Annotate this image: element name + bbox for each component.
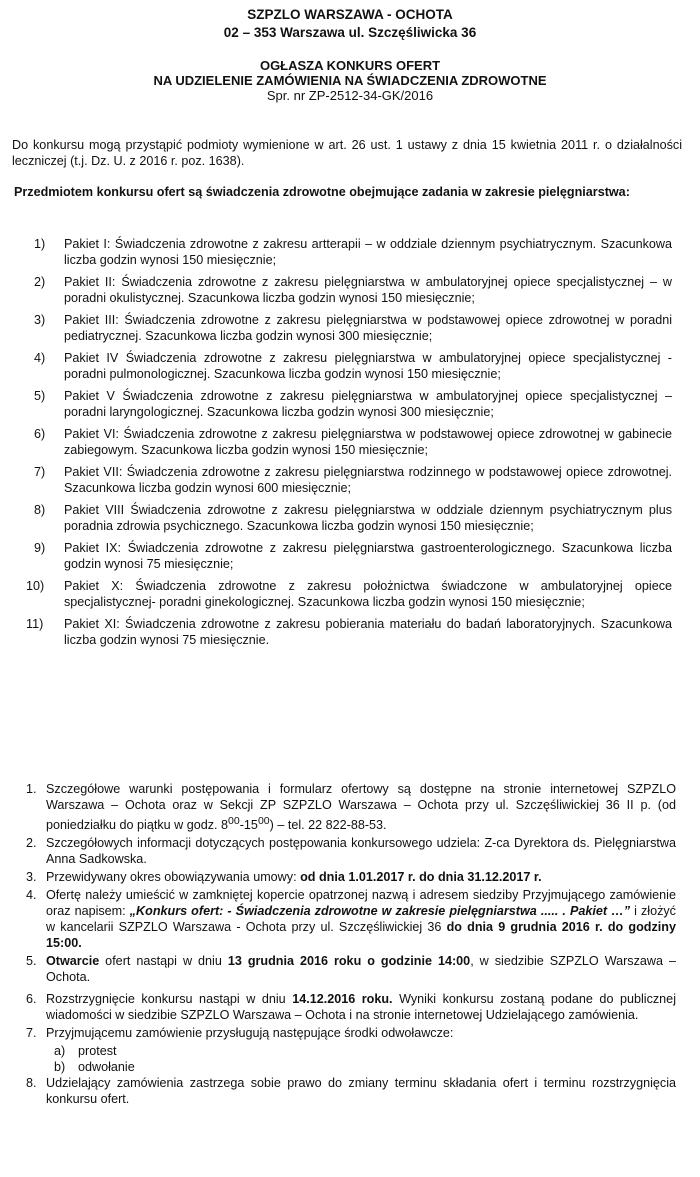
item-number: 9): [34, 541, 46, 555]
item-text: Pakiet VIII Świadczenia zdrowotne z zakresu pielęgniarstwa w oddziale dziennym psychiatrycznym plus poradnia zdrowia psychicznego. Szacunkowa liczba godzin wynosi 150 miesięcznie;: [64, 503, 672, 533]
condition-item: [26, 953, 676, 985]
organization-header: [0, 6, 700, 42]
list-item: [20, 502, 672, 534]
item-text: Pakiet IV Świadczenia zdrowotne z zakresu pielęgniarstwa w ambulatoryjnej opiece specjalistycznej - poradni pulmonologicznej. Szacunkowa liczba godzin wynosi 150 miesięcznie;: [64, 351, 672, 381]
item-number: 2.: [26, 836, 37, 851]
superscript: 00: [257, 815, 270, 827]
announcement-header: [0, 58, 700, 103]
item-number: 1): [34, 237, 46, 251]
item-text: Udzielający zamówienia zastrzega sobie prawo do zmiany terminu składania ofert i terminu rozstrzygnięcia konkursu ofert.: [46, 1076, 676, 1107]
item-text: Szczegółowych informacji dotyczących postępowania konkursowego udziela: Z-ca Dyrektora ds. Pielęgniarstwa Anna Sadkowska.: [46, 836, 676, 867]
condition-item: [26, 991, 676, 1023]
opening-date: 13 grudnia 2016 roku o godzinie 14:00: [227, 954, 471, 969]
list-item: [20, 350, 672, 382]
conditions-list: [26, 781, 676, 1109]
item-text: [46, 781, 676, 833]
superscript: 00: [228, 815, 240, 827]
resolution-date: 14.12.2016 roku.: [292, 992, 393, 1007]
item-text: Pakiet VI: Świadczenia zdrowotne z zakresu pielęgniarstwa w podstawowej opiece zdrowotnej w gabinecie zabiegowym. Szacunkowa liczba godzin wynosi 150 miesięcznie;: [64, 427, 672, 457]
item-number: 5): [34, 389, 46, 403]
item-number: 3): [34, 313, 46, 327]
text-run: -15: [239, 818, 258, 833]
condition-item: [26, 781, 676, 833]
contract-period: od dnia 1.01.2017 r. do dnia 31.12.2017 r.: [300, 870, 542, 885]
item-number: 7): [34, 465, 46, 479]
text-run: ofert nastąpi w dniu: [99, 954, 228, 969]
item-text: Pakiet I: Świadczenia zdrowotne z zakresu artterapii – w oddziale dziennym psychiatrycznym. Szacunkowa liczba godzin wynosi 150 miesięcznie;: [64, 237, 672, 267]
text-run: , w siedzibie SZPZLO Warszawa – Ochota.: [46, 954, 676, 985]
text-run: i złożyć w kancelarii SZPZLO Warszawa - Ochota przy ul. Szczęśliwickiej 36: [46, 904, 676, 935]
list-item: [20, 388, 672, 420]
text-run: Rozstrzygnięcie konkursu nastąpi w dniu: [46, 992, 293, 1007]
condition-item: [26, 869, 676, 885]
org-address: 02 – 353 Warszawa ul. Szczęśliwicka 36: [223, 25, 477, 40]
list-item: [20, 312, 672, 344]
text-run: Szczegółowe warunki postępowania i formularz ofertowy są dostępne na stronie internetowej SZPZLO Warszawa – Ochota oraz w Sekcji ZP SZPZLO Warszawa – Ochota przy ul. Szczęśliwickiej 36 II p. (od poniedziałku do piątku w godz. 8: [46, 782, 676, 833]
item-text: Pakiet III: Świadczenia zdrowotne z zakresu pielęgniarstwa w podstawowej opiece zdrowotnej w poradni pediatrycznej. Szacunkowa liczba godzin wynosi 300 miesięcznie;: [64, 313, 672, 343]
text-run: Przewidywany okres obowiązywania umowy:: [46, 870, 301, 885]
subject-heading: Przedmiotem konkursu ofert są świadczenia zdrowotne obejmujące zadania w zakresie pielęgniarstwa:: [14, 185, 630, 199]
intro-paragraph: Do konkursu mogą przystąpić podmioty wymienione w art. 26 ust. 1 ustawy z dnia 15 kwietnia 2011 r. o działalności leczniczej (t.j. Dz. U. z 2016 r. poz. 1638).: [12, 138, 682, 168]
package-list: [20, 236, 672, 654]
item-text: Pakiet IX: Świadczenia zdrowotne z zakresu pielęgniarstwa gastroenterologicznego. Szacunkowa liczba godzin wynosi 75 miesięcznie;: [64, 541, 672, 571]
item-number: 10): [26, 579, 45, 593]
announcement-subtitle: NA UDZIELENIE ZAMÓWIENIA NA ŚWIADCZENIA ZDROWOTNE: [153, 73, 547, 88]
reference-number: Spr. nr ZP-2512-34-GK/2016: [266, 88, 434, 103]
item-number: 11): [26, 617, 44, 631]
text-run: ) – tel. 22 822-88-53.: [269, 818, 387, 833]
item-text: Pakiet II: Świadczenia zdrowotne z zakresu pielęgniarstwa w ambulatoryjnej opiece specjalistycznej – w poradni okulistycznej. Szacunkowa liczba godzin wynosi 150 miesięcznie;: [64, 275, 672, 305]
list-item: [20, 236, 672, 268]
item-text: Pakiet V Świadczenia zdrowotne z zakresu pielęgniarstwa w ambulatoryjnej opiece specjalistycznej – poradni laryngologicznej. Szacunkowa liczba godzin wynosi 300 miesięcznie;: [64, 389, 672, 419]
condition-item: [26, 1075, 676, 1107]
item-text: [46, 869, 676, 885]
list-item: [20, 464, 672, 496]
item-number: 1.: [26, 782, 37, 796]
announcement-title: OGŁASZA KONKURS OFERT: [259, 58, 441, 73]
item-text: Pakiet VII: Świadczenia zdrowotne z zakresu pielęgniarstwa rodzinnego w podstawowej opiece zdrowotnej. Szacunkowa liczba godzin wynosi 600 miesięcznie;: [64, 465, 672, 495]
list-item: [20, 578, 672, 610]
item-number: 3.: [26, 870, 37, 885]
submission-deadline: do dnia 9 grudnia 2016 r. do godziny 15:00.: [46, 920, 676, 951]
item-text: [46, 991, 676, 1023]
item-text: Pakiet X: Świadczenia zdrowotne z zakresu położnictwa świadczone w ambulatoryjnej opiece specjalistycznej- poradni ginekologicznej. Szacunkowa liczba godzin wynosi 150 miesięcznie;: [64, 579, 672, 609]
condition-item: [26, 835, 676, 867]
item-number: 5.: [26, 954, 37, 969]
item-number: 2): [34, 275, 46, 289]
item-text: [46, 953, 676, 985]
item-number: 4.: [26, 888, 37, 903]
list-item: [54, 1059, 676, 1075]
list-item: [54, 1043, 676, 1059]
list-item: [20, 426, 672, 458]
condition-item: [26, 887, 676, 951]
appeal-measures-list: [26, 1043, 676, 1075]
text-run: Wyniki konkursu zostaną podane do publicznej wiadomości w siedzibie SZPZLO Warszawa – Ochota i na stronie internetowej Udzielającego zamówienia.: [46, 992, 676, 1023]
item-number: 7.: [26, 1026, 37, 1041]
item-text: protest: [78, 1044, 117, 1059]
item-text: [46, 887, 676, 951]
item-text: odwołanie: [78, 1060, 135, 1075]
text-run: Ofertę należy umieścić w zamkniętej kopercie opatrzonej nazwą i adresem siedziby Przyjmującego zamówienie oraz napisem:: [46, 888, 676, 919]
text-run: Otwarcie: [46, 954, 100, 969]
org-name: SZPZLO WARSZAWA - OCHOTA: [247, 7, 453, 22]
item-number: 6.: [26, 992, 37, 1007]
list-item: [20, 616, 672, 648]
item-number: 6): [34, 427, 46, 441]
item-number: 8.: [26, 1076, 37, 1091]
list-item: [20, 540, 672, 572]
list-item: [20, 274, 672, 306]
item-text: Pakiet XI: Świadczenia zdrowotne z zakresu pobierania materiału do badań laboratoryjnych. Szacunkowa liczba godzin wynosi 75 miesięcznie.: [64, 617, 672, 647]
item-number: 4): [34, 351, 46, 365]
item-text: Przyjmującemu zamówienie przysługują następujące środki odwoławcze:: [46, 1026, 454, 1041]
item-number: 8): [34, 503, 46, 517]
envelope-label: „Konkurs ofert: - Świadczenia zdrowotne w zakresie pielęgniarstwa ..... . Pakiet …”: [129, 904, 631, 919]
item-number: b): [54, 1060, 66, 1075]
condition-item: [26, 1025, 676, 1041]
item-number: a): [54, 1044, 66, 1059]
